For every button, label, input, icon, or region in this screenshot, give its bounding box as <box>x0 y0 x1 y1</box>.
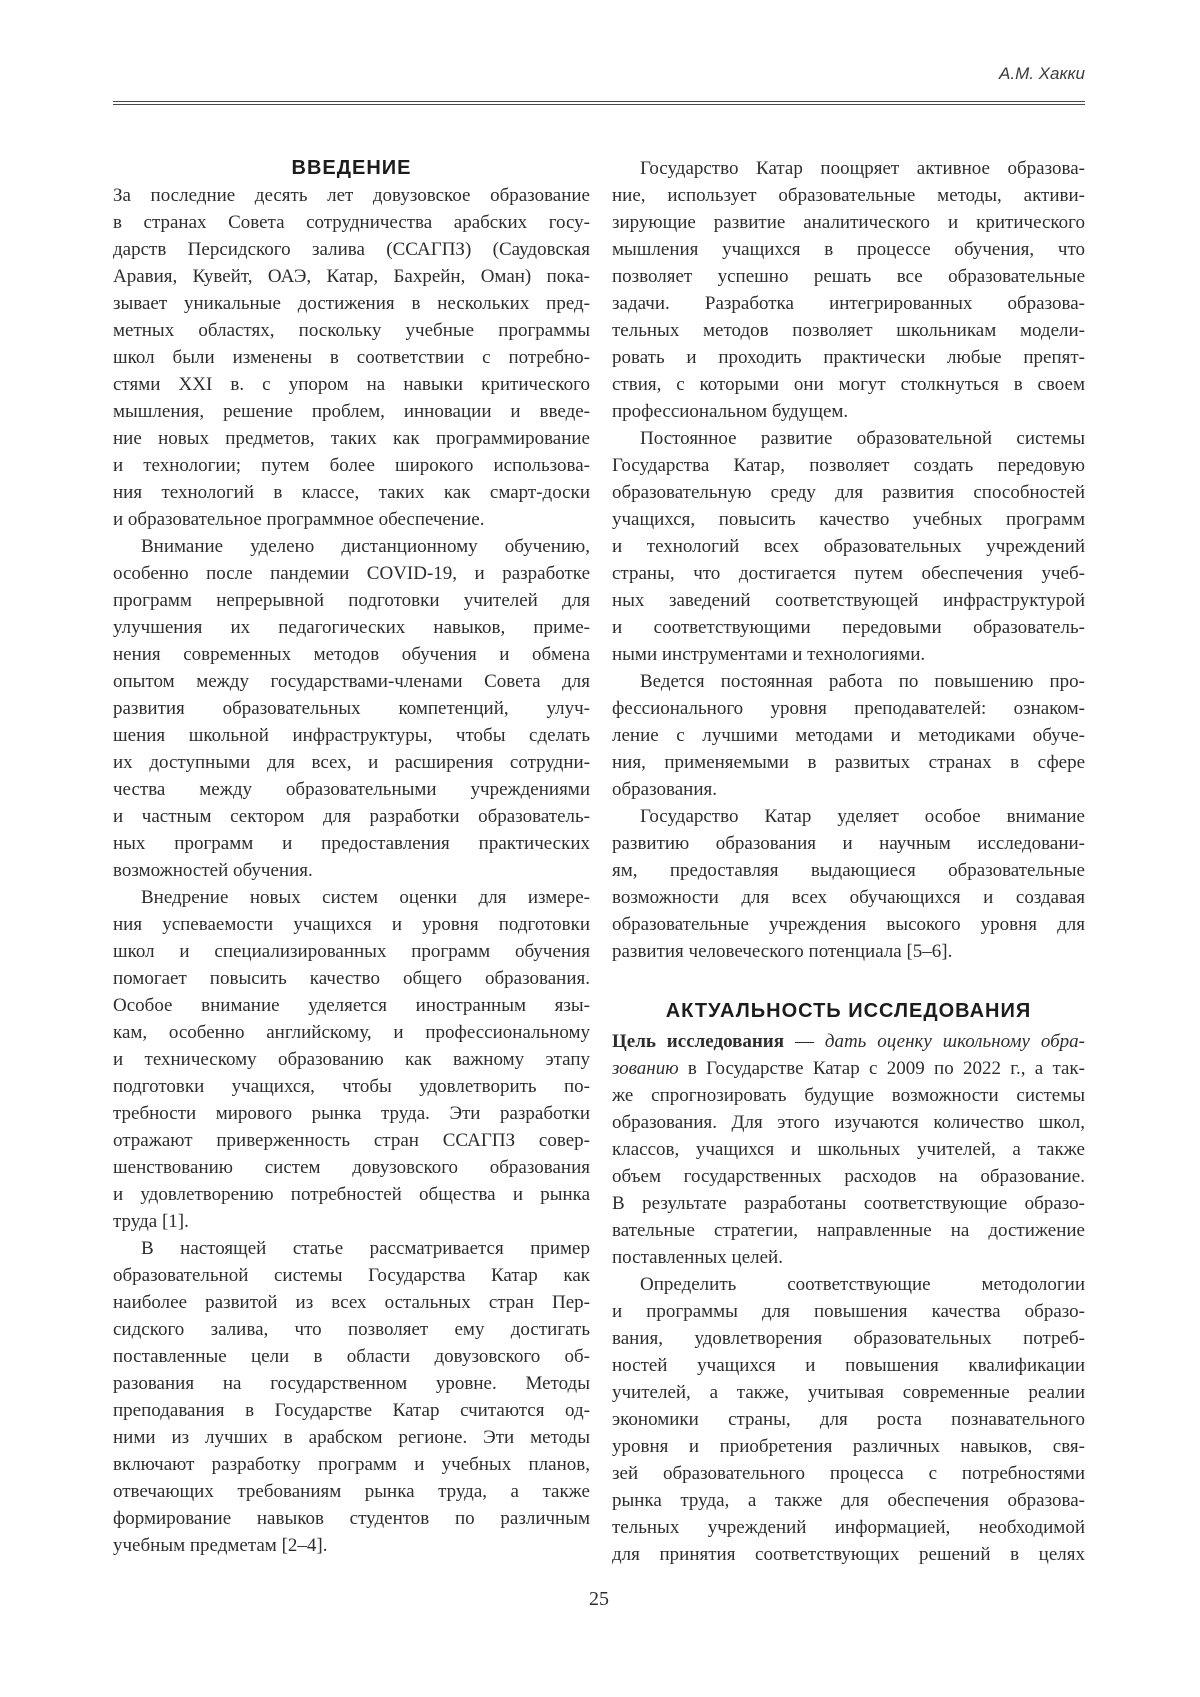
text-line <box>612 857 1085 884</box>
text-line <box>113 182 590 209</box>
text-line <box>612 533 1085 560</box>
right-column <box>612 155 1085 1568</box>
paragraph <box>113 1235 590 1559</box>
text-line <box>612 1541 1085 1568</box>
text-line <box>113 1370 590 1397</box>
text-segment: школ и специализированных программ обучения <box>113 941 590 962</box>
text-segment: профессиональном будущем. <box>612 401 849 422</box>
text-line <box>113 452 590 479</box>
text-segment: вания, удовлетворения образовательных потреб- <box>612 1328 1085 1349</box>
text-segment: экономики страны, для роста познавательного <box>612 1409 1085 1430</box>
text-line <box>113 533 590 560</box>
text-segment: мышления, решение проблем, инновации и введе- <box>113 401 590 422</box>
text-segment: учащихся, повысить качество учебных программ <box>612 509 1085 530</box>
text-segment: Государство Катар поощряет активное образова- <box>640 158 1085 179</box>
text-segment: особенно после пандемии COVID-19, и разработке <box>113 563 590 584</box>
text-segment: Аравия, Кувейт, ОАЭ, Катар, Бахрейн, Оман) пока- <box>113 266 590 287</box>
text-segment: помогает повысить качество общего образования. <box>113 968 590 989</box>
text-segment: объем государственных расходов на образование. <box>612 1166 1085 1187</box>
text-segment: и образовательное программное обеспечение. <box>113 509 485 530</box>
text-line <box>113 1262 590 1289</box>
text-line <box>612 911 1085 938</box>
text-line <box>612 1433 1085 1460</box>
text-line <box>612 1460 1085 1487</box>
text-segment: и технологии; путем более широкого использова- <box>113 455 590 476</box>
text-segment: ровать и проходить практически любые препят- <box>612 347 1085 368</box>
text-segment: включают разработку программ и учебных планов, <box>113 1454 590 1475</box>
text-line <box>612 1217 1085 1244</box>
header-double-rule <box>113 101 1085 105</box>
text-line <box>113 1154 590 1181</box>
text-line <box>612 641 1085 668</box>
text-line <box>113 1316 590 1343</box>
text-segment: развития человеческого потенциала [5–6]. <box>612 941 953 962</box>
text-line <box>113 884 590 911</box>
text-segment: подготовки учащихся, чтобы удовлетворить по- <box>113 1076 590 1097</box>
text-line <box>113 776 590 803</box>
text-line <box>113 1424 590 1451</box>
text-line <box>612 1352 1085 1379</box>
text-segment: зей образовательного процесса с потребностями <box>612 1463 1085 1484</box>
text-line <box>612 830 1085 857</box>
text-line <box>612 1190 1085 1217</box>
text-line <box>612 803 1085 830</box>
text-line <box>113 317 590 344</box>
text-line <box>612 1109 1085 1136</box>
text-line <box>612 668 1085 695</box>
italic-text: зованию <box>612 1058 679 1079</box>
text-line <box>113 1532 590 1559</box>
text-line <box>113 992 590 1019</box>
text-segment: Ведется постоянная работа по повышению про- <box>640 671 1085 692</box>
text-line <box>612 479 1085 506</box>
text-line <box>113 803 590 830</box>
paragraph <box>113 884 590 1235</box>
left-column <box>113 155 590 1568</box>
text-line <box>113 830 590 857</box>
text-line <box>612 1028 1085 1055</box>
text-line <box>612 722 1085 749</box>
text-line <box>113 1235 590 1262</box>
text-segment: вательные стратегии, направленные на достижение <box>612 1220 1085 1241</box>
text-line <box>113 1046 590 1073</box>
text-line <box>612 290 1085 317</box>
text-line <box>113 263 590 290</box>
text-segment: — <box>784 1031 825 1052</box>
text-segment: и техническому образованию как важному этапу <box>113 1049 590 1070</box>
text-line <box>113 1019 590 1046</box>
text-line <box>113 1451 590 1478</box>
text-line <box>612 1163 1085 1190</box>
paragraph <box>113 533 590 884</box>
text-line <box>612 1379 1085 1406</box>
text-line <box>612 317 1085 344</box>
paragraph <box>612 155 1085 425</box>
text-line <box>612 560 1085 587</box>
text-segment: образования. <box>612 779 717 800</box>
text-line <box>612 1055 1085 1082</box>
text-line <box>113 857 590 884</box>
text-line <box>113 290 590 317</box>
text-line <box>113 695 590 722</box>
text-line <box>612 1298 1085 1325</box>
running-header-author: А.М. Хакки <box>999 64 1085 83</box>
text-segment: развития образовательных компетенций, улуч- <box>113 698 590 719</box>
text-segment: и частным сектором для разработки образователь- <box>113 806 590 827</box>
text-segment: учебным предметам [2–4]. <box>113 1535 328 1556</box>
text-segment: дарств Персидского залива (ССАГПЗ) (Саудовская <box>113 239 590 260</box>
text-line <box>113 587 590 614</box>
paragraph <box>612 1028 1085 1271</box>
text-line <box>113 1073 590 1100</box>
text-line <box>612 776 1085 803</box>
text-line <box>113 911 590 938</box>
text-line <box>113 398 590 425</box>
text-segment: рынка труда, а также для обеспечения образова- <box>612 1490 1085 1511</box>
text-segment: отвечающих требованиям рынка труда, а также <box>113 1481 590 1502</box>
text-line <box>113 1181 590 1208</box>
text-segment: труда [1]. <box>113 1211 189 1232</box>
text-line <box>612 452 1085 479</box>
text-segment: Определить соответствующие методологии <box>640 1274 1085 1295</box>
text-line <box>612 263 1085 290</box>
text-segment: школ были изменены в соответствии с потребно- <box>113 347 590 368</box>
text-segment: нения современных методов обучения и обмена <box>113 644 590 665</box>
text-line <box>612 884 1085 911</box>
text-segment: В настоящей статье рассматривается пример <box>141 1238 590 1259</box>
text-line <box>113 1343 590 1370</box>
text-segment: образовательные учреждения высокого уровня для <box>612 914 1085 935</box>
paragraph <box>113 182 590 533</box>
text-segment: ствия, с которыми они могут столкнуться в своем <box>612 374 1085 395</box>
text-segment: стями XXI в. с упором на навыки критического <box>113 374 590 395</box>
text-segment: программ непрерывной подготовки учителей для <box>113 590 590 611</box>
text-segment: возможности для всех обучающихся и создавая <box>612 887 1085 908</box>
text-line <box>612 749 1085 776</box>
text-segment: уровня и приобретения различных навыков, свя- <box>612 1436 1085 1457</box>
italic-text: дать оценку школьному обра- <box>824 1031 1085 1052</box>
text-segment: формирование навыков студентов по различным <box>113 1508 590 1529</box>
text-segment: ния, применяемыми в развитых странах в сфере <box>612 752 1085 773</box>
text-line <box>113 1478 590 1505</box>
text-segment: метных областях, поскольку учебные программы <box>113 320 590 341</box>
text-line <box>612 425 1085 452</box>
text-segment: ление с лучшими методами и методиками обуче- <box>612 725 1085 746</box>
text-segment: наиболее развитой из всех остальных стран Пер- <box>113 1292 590 1313</box>
text-line <box>612 1271 1085 1298</box>
text-segment: ностей учащихся и повышения квалификации <box>612 1355 1085 1376</box>
text-segment: ных заведений соответствующей инфраструктурой <box>612 590 1085 611</box>
text-segment: ния технологий в классе, таких как смарт-доски <box>113 482 590 503</box>
text-segment: В результате разработаны соответствующие образо- <box>612 1193 1085 1214</box>
text-segment: ям, предоставляя выдающиеся образовательные <box>612 860 1085 881</box>
text-segment: их доступными для всех, и расширения сотрудни- <box>113 752 590 773</box>
text-segment: поставленные цели в области довузовского об- <box>113 1346 590 1367</box>
text-line <box>612 182 1085 209</box>
text-segment: мышления учащихся в процессе обучения, что <box>612 239 1085 260</box>
text-segment: же спрогнозировать будущие возможности системы <box>612 1085 1085 1106</box>
text-line <box>612 236 1085 263</box>
text-line <box>113 1100 590 1127</box>
text-segment: классов, учащихся и школьных учителей, а также <box>612 1139 1085 1160</box>
text-line <box>113 479 590 506</box>
text-segment: образовательной системы Государства Катар как <box>113 1265 590 1286</box>
text-line <box>113 614 590 641</box>
text-line <box>113 1208 590 1235</box>
text-segment: ными инструментами и технологиями. <box>612 644 926 665</box>
text-segment: Государства Катар, позволяет создать передовую <box>612 455 1085 476</box>
text-line <box>113 668 590 695</box>
text-segment: шения школьной инфраструктуры, чтобы сделать <box>113 725 590 746</box>
text-segment: шенствованию систем довузовского образования <box>113 1157 590 1178</box>
text-line <box>612 1136 1085 1163</box>
text-line <box>612 587 1085 614</box>
text-segment: и соответствующими передовыми образователь- <box>612 617 1085 638</box>
text-line <box>113 749 590 776</box>
text-segment: кам, особенно английскому, и профессиональному <box>113 1022 590 1043</box>
text-segment: и программы для повышения качества образо- <box>612 1301 1085 1322</box>
text-line <box>113 371 590 398</box>
text-segment: преподавания в Государстве Катар считаются од- <box>113 1400 590 1421</box>
text-segment: опытом между государствами-членами Совета для <box>113 671 590 692</box>
text-segment: в Государстве Катар с 2009 по 2022 г., а так- <box>678 1058 1085 1079</box>
text-line <box>113 236 590 263</box>
text-line <box>113 209 590 236</box>
bold-text: Цель исследования <box>612 1031 785 1052</box>
text-segment: ние, использует образовательные методы, активи- <box>612 185 1085 206</box>
text-segment: ных программ и предоставления практических <box>113 833 590 854</box>
text-line <box>113 425 590 452</box>
text-segment: фессионального уровня преподавателей: ознаком- <box>612 698 1085 719</box>
text-line <box>113 506 590 533</box>
text-line <box>612 1514 1085 1541</box>
paragraph <box>612 668 1085 803</box>
text-line <box>113 560 590 587</box>
text-line <box>113 1289 590 1316</box>
text-segment: развитию образования и научным исследовани- <box>612 833 1085 854</box>
text-segment: ния успеваемости учащихся и уровня подготовки <box>113 914 590 935</box>
text-segment: страны, что достигается путем обеспечения учеб- <box>612 563 1085 584</box>
text-line <box>612 1487 1085 1514</box>
text-line <box>612 209 1085 236</box>
text-segment: зирующие развитие аналитического и критического <box>612 212 1085 233</box>
text-segment: отражают приверженность стран ССАГПЗ совер- <box>113 1130 590 1151</box>
text-segment: Особое внимание уделяется иностранным язы- <box>113 995 590 1016</box>
text-segment: позволяет успешно решать все образовательные <box>612 266 1085 287</box>
paragraph <box>612 803 1085 965</box>
text-segment: улучшения их педагогических навыков, приме- <box>113 617 590 638</box>
text-line <box>113 965 590 992</box>
text-segment: в странах Совета сотрудничества арабских госу- <box>113 212 590 233</box>
section-heading: ВВЕДЕНИЕ <box>291 157 412 179</box>
page-number: 25 <box>589 1588 609 1610</box>
text-line <box>612 1406 1085 1433</box>
text-segment: и технологий всех образовательных учреждений <box>612 536 1085 557</box>
text-line <box>612 1244 1085 1271</box>
text-segment: задачи. Разработка интегрированных образова- <box>612 293 1085 314</box>
text-segment: и удовлетворению потребностей общества и рынка <box>113 1184 590 1205</box>
text-segment: для принятия соответствующих решений в целях <box>612 1544 1085 1565</box>
text-line <box>113 344 590 371</box>
text-segment: образования. Для этого изучаются количество школ, <box>612 1112 1085 1133</box>
text-segment: чества между образовательными учреждениями <box>113 779 590 800</box>
text-line <box>612 1082 1085 1109</box>
text-line <box>113 641 590 668</box>
text-segment: тельных методов позволяет школьникам модели- <box>612 320 1085 341</box>
text-segment: Государство Катар уделяет особое внимание <box>640 806 1085 827</box>
paragraph <box>612 1271 1085 1568</box>
text-line <box>612 371 1085 398</box>
text-segment: зывает уникальные достижения в нескольких пред- <box>113 293 590 314</box>
section-heading: АКТУАЛЬНОСТЬ ИССЛЕДОВАНИЯ <box>665 1000 1032 1022</box>
text-segment: образовательную среду для развития способностей <box>612 482 1085 503</box>
text-line <box>113 1127 590 1154</box>
text-segment: Внедрение новых систем оценки для измере- <box>141 887 590 908</box>
text-segment: ние новых предметов, таких как программирование <box>113 428 590 449</box>
text-line <box>612 938 1085 965</box>
paragraph <box>612 425 1085 668</box>
text-segment: Внимание уделено дистанционному обучению, <box>141 536 590 557</box>
text-line <box>612 155 1085 182</box>
text-line <box>113 722 590 749</box>
text-segment: разования на государственном уровне. Методы <box>113 1373 590 1394</box>
text-line <box>612 506 1085 533</box>
text-line <box>113 1397 590 1424</box>
text-line <box>612 695 1085 722</box>
text-segment: требности мирового рынка труда. Эти разработки <box>113 1103 590 1124</box>
text-line <box>612 344 1085 371</box>
text-line <box>113 938 590 965</box>
text-line <box>612 614 1085 641</box>
text-segment: поставленных целей. <box>612 1247 783 1268</box>
text-segment: учителей, а также, учитывая современные реалии <box>612 1382 1085 1403</box>
article-body <box>113 155 1085 1568</box>
text-segment: тельных учреждений информацией, необходимой <box>612 1517 1085 1538</box>
text-segment: За последние десять лет довузовское образование <box>113 185 590 206</box>
text-segment: сидского залива, что позволяет ему достигать <box>113 1319 590 1340</box>
text-line <box>612 398 1085 425</box>
text-line <box>612 1325 1085 1352</box>
text-segment: Постоянное развитие образовательной системы <box>640 428 1085 449</box>
text-line <box>113 1505 590 1532</box>
text-segment: возможностей обучения. <box>113 860 313 881</box>
text-segment: ними из лучших в арабском регионе. Эти методы <box>113 1427 590 1448</box>
